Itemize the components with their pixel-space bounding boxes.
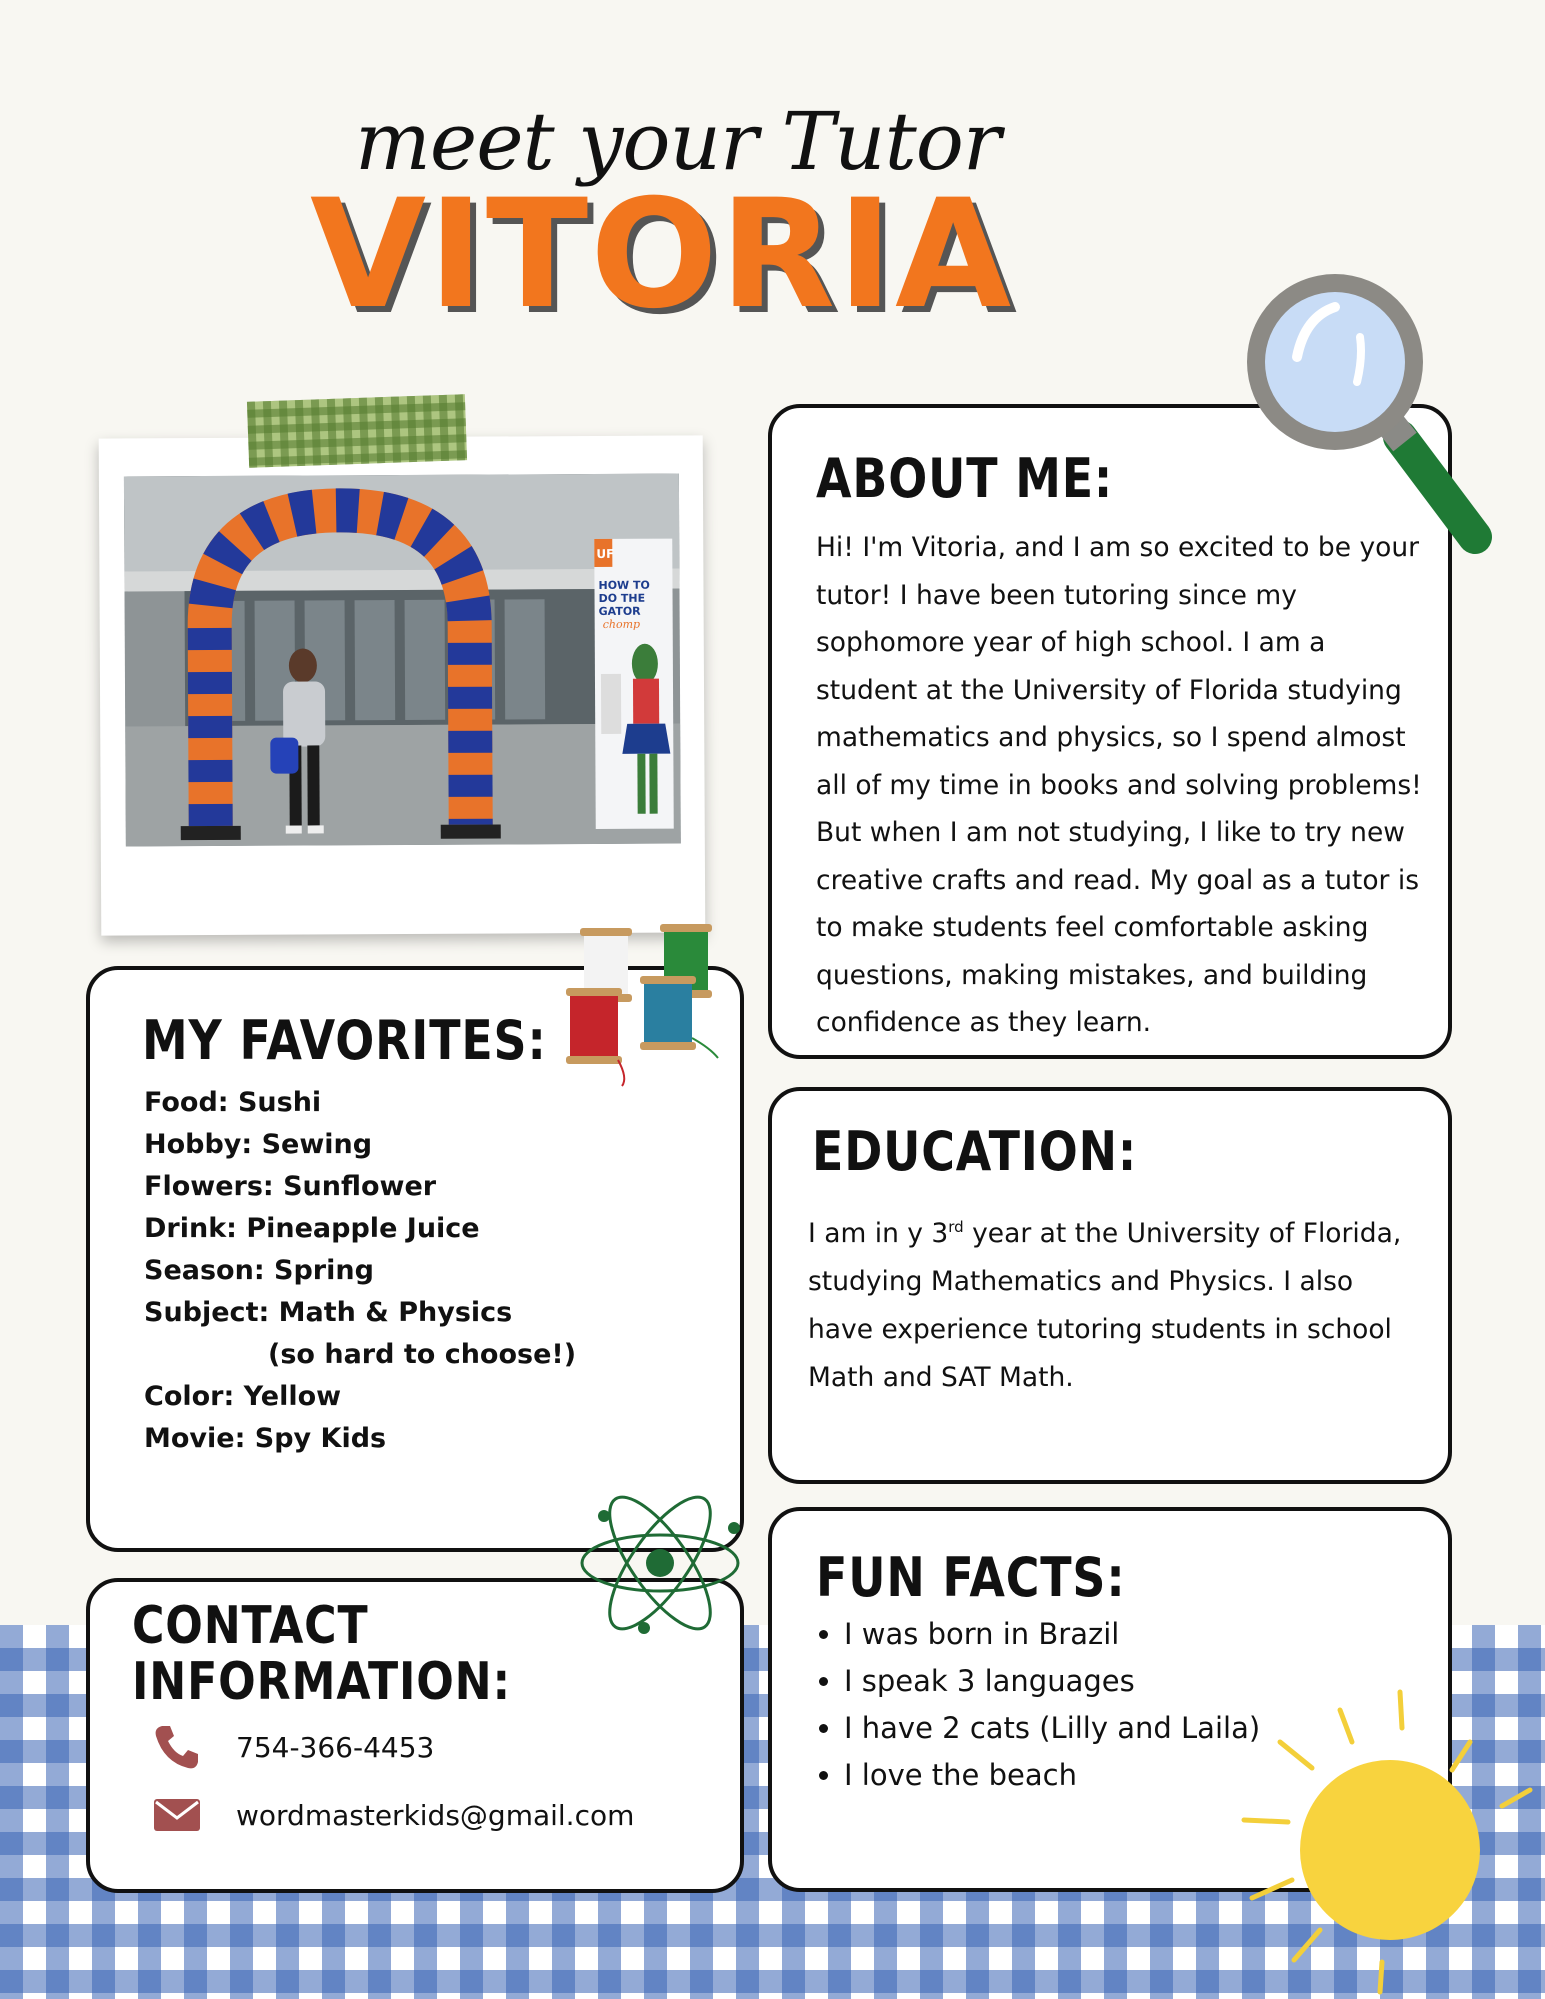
education-line-part: I am in y 3 [808, 1217, 949, 1249]
education-line: Math and SAT Math. [808, 1361, 1074, 1393]
list-item: • I speak 3 languages [844, 1658, 1260, 1705]
list-item: Season: Spring [144, 1255, 374, 1286]
list-item: Drink: Pineapple Juice [144, 1213, 480, 1244]
about-me-text [816, 524, 1436, 1047]
about-line: questions, making mistakes, and building [816, 959, 1368, 991]
about-line: confidence as they learn. [816, 1007, 1152, 1038]
education-line [808, 1203, 1428, 1258]
phone-icon [150, 1720, 204, 1774]
education-line: studying Mathematics and Physics. I also [808, 1265, 1354, 1297]
list-item: • I love the beach [844, 1752, 1260, 1799]
page-subtitle: meet your Tutor [355, 95, 1001, 188]
about-line: creative crafts and read. My goal as a tutor is [816, 864, 1420, 896]
list-item: • I have 2 cats (Lilly and Laila) [844, 1705, 1260, 1752]
education-line: have experience tutoring students in school [808, 1313, 1392, 1345]
education-line-part: year at the University of Florida, [963, 1217, 1402, 1249]
about-me-heading: ABOUT ME: [816, 447, 1114, 510]
about-line: But when I am not studying, I like to try new [816, 817, 1405, 848]
fun-facts-heading: FUN FACTS: [816, 1546, 1126, 1609]
contact-heading-line: INFORMATION: [132, 1652, 512, 1712]
education-text [808, 1203, 1428, 1402]
sign-logo: UF [596, 546, 615, 561]
phone-link[interactable]: 754-366-4453 [236, 1730, 435, 1764]
magnifier-icon [1235, 262, 1495, 562]
fun-facts-list [816, 1611, 1260, 1799]
about-line: sophomore year of high school. I am a [816, 627, 1326, 658]
sun-icon [1240, 1680, 1545, 1999]
tutor-photo [124, 474, 681, 847]
favorites-list [144, 1082, 576, 1460]
email-link[interactable]: wordmasterkids@gmail.com [236, 1798, 635, 1832]
about-line: student at the University of Florida studying [816, 674, 1402, 706]
thread-spools-icon [560, 920, 730, 1090]
contact-phone-row [150, 1720, 434, 1774]
list-item: Movie: Spy Kids [144, 1423, 387, 1454]
contact-heading-line: CONTACT [132, 1596, 369, 1656]
sign-text-2: DO THE [598, 591, 646, 605]
polaroid-photo-frame [99, 435, 706, 935]
list-item: • I was born in Brazil [844, 1611, 1260, 1658]
ordinal-suffix: rd [948, 1218, 964, 1236]
list-item: Color: Yellow [144, 1381, 342, 1412]
sign-text-1: HOW TO [598, 578, 650, 592]
mail-icon [150, 1788, 204, 1842]
favorites-heading: MY FAVORITES: [142, 1009, 547, 1072]
atom-icon [574, 1488, 746, 1638]
list-item: Flowers: Sunflower [144, 1171, 437, 1202]
education-heading: EDUCATION: [812, 1120, 1138, 1183]
tutor-name-title: VITORIA [310, 168, 1014, 342]
about-line: all of my time in books and solving problems! [816, 769, 1422, 801]
about-line: mathematics and physics, so I spend almost [816, 722, 1406, 753]
education-card [768, 1087, 1452, 1484]
washi-tape [247, 394, 467, 468]
list-item: Food: Sushi [144, 1087, 322, 1118]
contact-email-row [150, 1788, 634, 1842]
list-item: (so hard to choose!) [268, 1339, 577, 1370]
list-item: Hobby: Sewing [144, 1129, 373, 1160]
about-line: tutor! I have been tutoring since my [816, 579, 1297, 611]
about-line: Hi! I'm Vitoria, and I am so excited to be your [816, 532, 1420, 563]
list-item: Subject: Math & Physics [144, 1297, 513, 1328]
sign-text-3: GATOR [598, 604, 641, 618]
sign-text-4: chomp [602, 617, 641, 631]
contact-heading [132, 1598, 511, 1710]
about-line: to make students feel comfortable asking [816, 912, 1369, 943]
